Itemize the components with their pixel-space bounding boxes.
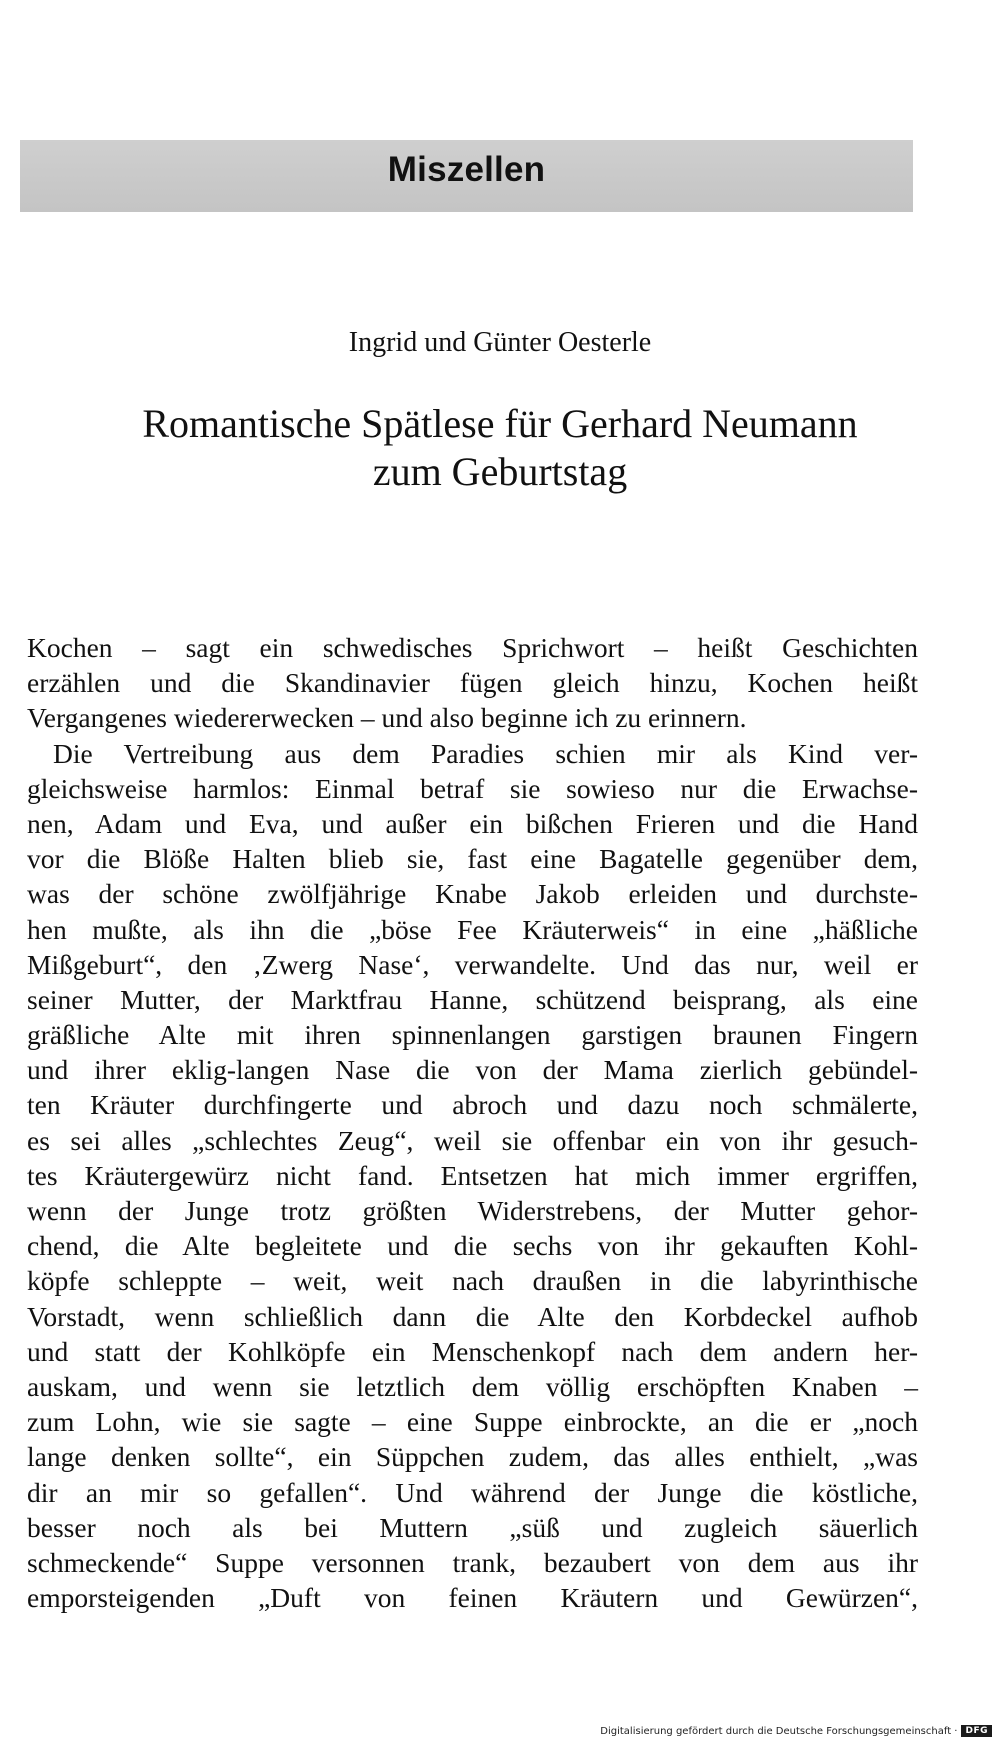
- body-line: und ihrer eklig-langen Nase die von der Mama zierlich gebündel-: [27, 1054, 918, 1086]
- body-line: seiner Mutter, der Marktfrau Hanne, schützend beisprang, als eine: [27, 983, 918, 1015]
- body-line: Mißgeburt“, den ‚Zwerg Nase‘, verwandelte. Und das nur, weil er: [27, 948, 918, 980]
- body-line: hen mußte, als ihn die „böse Fee Kräuterweis“ in eine „häßliche: [27, 913, 918, 945]
- body-line: und statt der Kohlköpfe ein Menschenkopf nach dem andern her-: [27, 1335, 918, 1367]
- title-line: zum Geburtstag: [372, 449, 628, 494]
- body-line: schmeckende“ Suppe versonnen trank, bezaubert von dem aus ihr: [27, 1546, 918, 1578]
- body-line: gräßliche Alte mit ihren spinnenlangen garstigen braunen Fingern: [27, 1019, 918, 1051]
- body-text: [27, 630, 918, 1615]
- body-line: es sei alles „schlechtes Zeug“, weil sie offenbar ein von ihr gesuch-: [27, 1124, 918, 1156]
- body-line: erzählen und die Skandinavier fügen gleich hinzu, Kochen heißt: [27, 667, 918, 699]
- body-line: zum Lohn, wie sie sagte – eine Suppe einbrockte, an die er „noch: [27, 1406, 918, 1438]
- body-line: Die Vertreibung aus dem Paradies schien mir als Kind ver-: [53, 737, 918, 769]
- section-label: Miszellen: [387, 150, 546, 189]
- article-title: [0, 400, 1000, 496]
- body-line: auskam, und wenn sie letztlich dem völlig erschöpften Knaben –: [27, 1370, 918, 1402]
- authors: Ingrid und Günter Oesterle: [348, 327, 652, 358]
- body-line: was der schöne zwölfjährige Knabe Jakob erleiden und durchste-: [27, 878, 918, 910]
- title-line: Romantische Spätlese für Gerhard Neumann: [142, 401, 858, 446]
- body-line: vor die Blöße Halten blieb sie, fast eine Bagatelle gegenüber dem,: [27, 843, 918, 875]
- digitization-footer: [600, 1725, 992, 1737]
- body-line: tes Kräutergewürz nicht fand. Entsetzen hat mich immer ergriffen,: [27, 1159, 918, 1191]
- body-line: lange denken sollte“, ein Süppchen zudem, das alles enthielt, „was: [27, 1441, 918, 1473]
- body-line: ten Kräuter durchfingerte und abroch und dazu noch schmälerte,: [27, 1089, 918, 1121]
- show-through-texture: [0, 190, 1000, 570]
- body-line: wenn der Junge trotz größten Widerstrebens, der Mutter gehor-: [27, 1195, 918, 1226]
- body-line: dir an mir so gefallen“. Und während der Junge die köstliche,: [27, 1476, 918, 1508]
- body-line: besser noch als bei Muttern „süß und zugleich säuerlich: [27, 1511, 918, 1543]
- body-line: köpfe schleppte – weit, weit nach draußen in die labyrinthische: [27, 1265, 918, 1297]
- footer-text: Digitalisierung gefördert durch die Deutsche Forschungsgemeinschaft ·: [600, 1725, 958, 1737]
- dfg-logo-icon: DFG: [961, 1725, 992, 1737]
- section-header-band: [20, 140, 913, 212]
- body-line: emporsteigenden „Duft von feinen Kräutern und Gewürzen“,: [27, 1582, 918, 1614]
- body-line: nen, Adam und Eva, und außer ein bißchen Frieren und die Hand: [27, 807, 918, 839]
- body-line: Vergangenes wiedererwecken – und also beginne ich zu erinnern.: [27, 702, 747, 734]
- body-line: chend, die Alte begleitete und die sechs von ihr gekauften Kohl-: [27, 1230, 918, 1262]
- body-line: Kochen – sagt ein schwedisches Sprichwort – heißt Geschichten: [27, 632, 918, 663]
- body-line: gleichsweise harmlos: Einmal betraf sie sowieso nur die Erwachse-: [27, 772, 918, 804]
- body-line: Vorstadt, wenn schließlich dann die Alte den Korbdeckel aufhob: [27, 1300, 918, 1332]
